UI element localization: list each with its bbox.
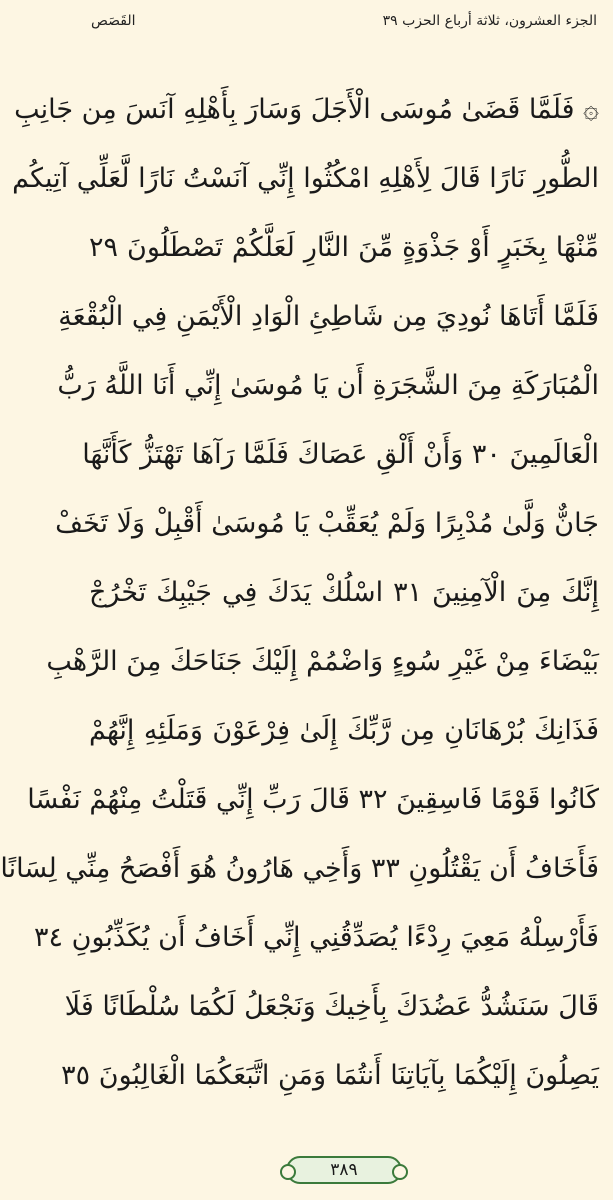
juz-info: الجزء العشرون، ثلاثة أرباع الحزب ٣٩ (382, 13, 597, 29)
page-number: ٣٨٩ (330, 1160, 358, 1180)
verse-line: الطُّورِ نَارًا قَالَ لِأَهْلِهِ امْكُثُوا إِنِّي آنَسْتُ نَارًا لَّعَلِّي آتِيكُم (12, 163, 599, 194)
page-header (75, 0, 613, 42)
verse-line: الْمُبَارَكَةِ مِنَ الشَّجَرَةِ أَن يَا مُوسَىٰ إِنِّي أَنَا اللَّهُ رَبُّ (57, 370, 599, 401)
verse-line: قَالَ سَنَشُدُّ عَضُدَكَ بِأَخِيكَ وَنَجْعَلُ لَكُمَا سُلْطَانًا فَلَا (64, 991, 599, 1022)
verse-line: ۞ فَلَمَّا قَضَىٰ مُوسَى الْأَجَلَ وَسَارَ بِأَهْلِهِ آنَسَ مِن جَانِبِ (14, 94, 599, 125)
verse-line: فَذَانِكَ بُرْهَانَانِ مِن رَّبِّكَ إِلَىٰ فِرْعَوْنَ وَمَلَئِهِ إِنَّهُمْ (89, 715, 599, 746)
page-number-badge (286, 1156, 402, 1184)
verse-line: كَانُوا قَوْمًا فَاسِقِينَ ٣٢ قَالَ رَبِّ إِنِّي قَتَلْتُ مِنْهُمْ نَفْسًا (27, 784, 599, 815)
verse-line: الْعَالَمِينَ ٣٠ وَأَنْ أَلْقِ عَصَاكَ فَلَمَّا رَآهَا تَهْتَزُّ كَأَنَّهَا (82, 439, 599, 470)
verse-line: جَانٌّ وَلَّىٰ مُدْبِرًا وَلَمْ يُعَقِّبْ يَا مُوسَىٰ أَقْبِلْ وَلَا تَخَفْ (55, 508, 599, 539)
verse-line: فَلَمَّا أَتَاهَا نُودِيَ مِن شَاطِئِ الْوَادِ الْأَيْمَنِ فِي الْبُقْعَةِ (58, 301, 599, 332)
verse-line: فَأَخَافُ أَن يَقْتُلُونِ ٣٣ وَأَخِي هَارُونُ هُوَ أَفْصَحُ مِنِّي لِسَانًا (0, 853, 599, 884)
surah-name: القَصَص (91, 13, 136, 29)
verse-line: إِنَّكَ مِنَ الْآمِنِينَ ٣١ اسْلُكْ يَدَكَ فِي جَيْبِكَ تَخْرُجْ (89, 577, 600, 608)
page-footer (75, 1150, 613, 1190)
verse-line: بَيْضَاءَ مِنْ غَيْرِ سُوءٍ وَاضْمُمْ إِلَيْكَ جَنَاحَكَ مِنَ الرَّهْبِ (46, 646, 599, 677)
quran-page-text (0, 80, 600, 1150)
verse-line: مِّنْهَا بِخَبَرٍ أَوْ جَذْوَةٍ مِّنَ النَّارِ لَعَلَّكُمْ تَصْطَلُونَ ٢٩ (89, 232, 599, 263)
verse-line: فَأَرْسِلْهُ مَعِيَ رِدْءًا يُصَدِّقُنِي إِنِّي أَخَافُ أَن يُكَذِّبُونِ ٣٤ (34, 922, 599, 953)
verse-line: يَصِلُونَ إِلَيْكُمَا بِآيَاتِنَا أَنتُمَا وَمَنِ اتَّبَعَكُمَا الْغَالِبُونَ ٣٥ (61, 1060, 599, 1091)
